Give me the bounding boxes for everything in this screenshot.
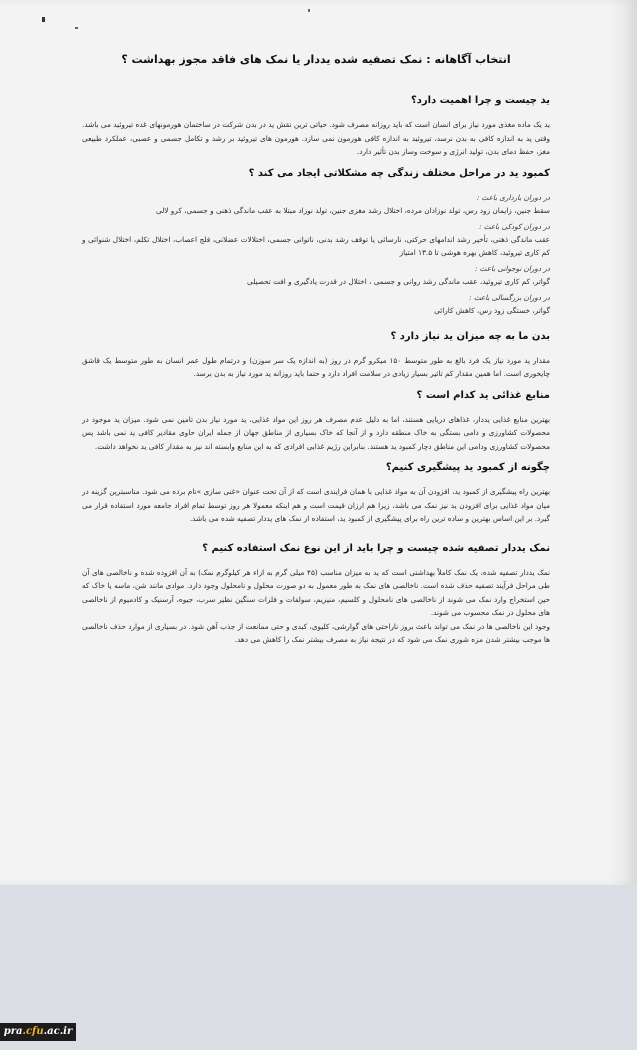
stage-text-adulthood: گواتر، خستگی زود رس، کاهش کارائی: [434, 305, 550, 315]
site-logo[interactable]: [0, 1023, 76, 1041]
logo-text-right: .ac.ir: [43, 1026, 73, 1037]
stage-text-pregnancy: سقط جنین، زایمان زود رس، تولد نوزادان مرده، اختلال رشد مغزی جنین، تولد نوزاد مبتلا به عقب ماندگی ذهنی و جسمی، کرو لالی: [156, 205, 550, 215]
document-body: [82, 50, 550, 653]
scan-speck: [75, 27, 78, 29]
section-paragraph: بهترین منابع غذایی یددار، غذاهای دریایی هستند، اما به دلیل عدم مصرف هر روز این مواد غذایی، ید مورد نیاز بدن تامین نمی شود. میزان ید موجود در محصولات کشاورزی و دامی بستگی به خاک منطقه دارد و از آنجا که خاک بسیاری از مناطق جهان از جمله ایران حاوی مقادیر کافی ید نمی باشد پس محصولات کشاورزی ودامی این مناطق دچار کمبود ید هستند. بنابراین رژیم غذایی افرادی که به این منابع وابسته اند نیز به مقدار کافی ید نخواهد داشت.: [82, 414, 550, 451]
logo-text-mid: .cfu: [22, 1026, 44, 1037]
section-heading-prevention: چگونه از کمبود ید پیشگیری کنیم؟: [385, 462, 550, 473]
section-paragraph: وجود این ناخالصی ها در نمک می تواند باعث بروز ناراحتی های گوارشی، کلیوی، کبدی و حتی ممانعت از جذب آهن شود. در بسیاری از موارد حذف ناخالصی ها موجب بیشتر شدن مزه شوری نمک می شود که در نتیجه نیاز به مصرف بیشتر نمک را کاهش می دهد.: [82, 621, 550, 644]
section-heading-what-is-iodine: ید چیست و چرا اهمیت دارد؟: [410, 95, 550, 106]
scan-speck: [42, 17, 45, 22]
section-paragraph: مقدار ید مورد نیاز یک فرد بالغ به طور متوسط ۱۵۰ میکرو گرم در روز (به اندازه یک سر سوزن) و درتمام طول عمر انسان به طور متوسط یک قاشق چایخوری است. اما همین مقدار کم تاثیر بسیار زیادی در سلامت افراد دارد و حتما باید روزانه ید مورد نیاز به بدن برسد.: [82, 355, 550, 378]
logo-text-left: pra: [3, 1026, 23, 1037]
stage-text-adolescence: گواتر، کم کاری تیروئید، عقب ماندگی رشد روانی و جسمی ، اختلال در قدرت یادگیری و افت تحصیلی: [247, 276, 550, 286]
section-paragraph: نمک یددار تصفیه شده، یک نمک کاملاً بهداشتی است که ید به میزان مناسب (۴۵ میلی گرم به ازاء هر کیلوگرم نمک) به آن افزوده شده و ناخالصی های آن طی مراحل فرآیند تصفیه حذف شده است. ناخالصی های نمک به طور معمول به دو صورت محلول و نامحلول وجود دارد. موادی مانند شن، ماسه یا خاک که حین استخراج وارد نمک می شوند از ناخالصی های نامحلول و کلسیم، منیزیم، سولفات و فلزات سنگین نظیر سرب، جیوه، آرسنیک و کادمیوم از ناخالصی های محلول در نمک محسوب می شوند.: [82, 567, 550, 617]
stage-label-pregnancy: در دوران بارداری باعث :: [476, 192, 550, 202]
scan-speck: [308, 9, 310, 12]
section-paragraph: ید یک ماده مغذی مورد نیاز برای انسان است که باید روزانه مصرف شود. حیاتی ترین نقش ید در بدن شرکت در ساختمان هورمونهای غده تیروئید می باشد. وقتی ید به اندازه کافی به بدن نرسد، تیروئید به اندازه کافی هورمون نمی سازد. هورمون های تیروئید بر رشد و تکامل جسمی و عصبی، عملکرد طبیعی مغز، حفظ دمای بدن، تولید انرژی و سوخت وساز بدن تأثیر دارد.: [82, 120, 550, 156]
section-heading-food-sources: منابع غذائی ید کدام است ؟: [416, 389, 550, 401]
stage-label-adolescence: در دوران نوجوانی باعث :: [474, 263, 550, 273]
section-paragraph: بهترین راه پیشگیری از کمبود ید، افزودن آن به مواد غذایی با همان فرایندی است که از آن تحت عنوان «غنی سازی »نام برده می شود. مناسبترین گزینه در میان مواد غذایی برای افزودن ید نیز نمک می باشد، زیرا هم ارزان قیمت است و هم اینکه معمولا هر روز توسط تمام افراد جامعه مورد استفاده قرار می گیرد. بر این اساس بهترین و ساده ترین راه برای پیشگیری از کمبود ید، استفاده از نمک های یددار تصفیه شده می باشد.: [82, 487, 550, 523]
section-heading-refined-iodized-salt: نمک یددار تصفیه شده چیست و چرا باید از این نوع نمک استفاده کنیم ؟: [202, 542, 550, 554]
stage-label-childhood: در دوران کودکی باعث :: [479, 221, 550, 231]
section-heading-deficiency-problems: کمبود ید در مراحل مختلف زندگی چه مشکلاتی ایجاد می کند ؟: [248, 167, 550, 179]
stage-text-childhood: عقب ماندگی ذهنی، تأخیر رشد اندامهای حرکتی، نارسائی یا توقف رشد بدنی، ناتوانی جسمی، اختلالات عضلانی، فلج اعصاب، اختلال تکلم، اختلال شنوائی و کم کاری تیروئید، کاهش بهره هوشی تا ۱۳.۵ امتیاز: [82, 234, 550, 257]
page-edge-shadow: [607, 0, 637, 885]
stage-label-adulthood: در دوران بزرگسالی باعث :: [469, 292, 550, 302]
section-heading-iodine-need: بدن ما به چه میزان ید نیاز دارد ؟: [390, 330, 550, 342]
document-title: انتخاب آگاهانه : نمک تصفیه شده یددار یا نمک های فاقد مجوز بهداشت ؟: [121, 53, 511, 66]
